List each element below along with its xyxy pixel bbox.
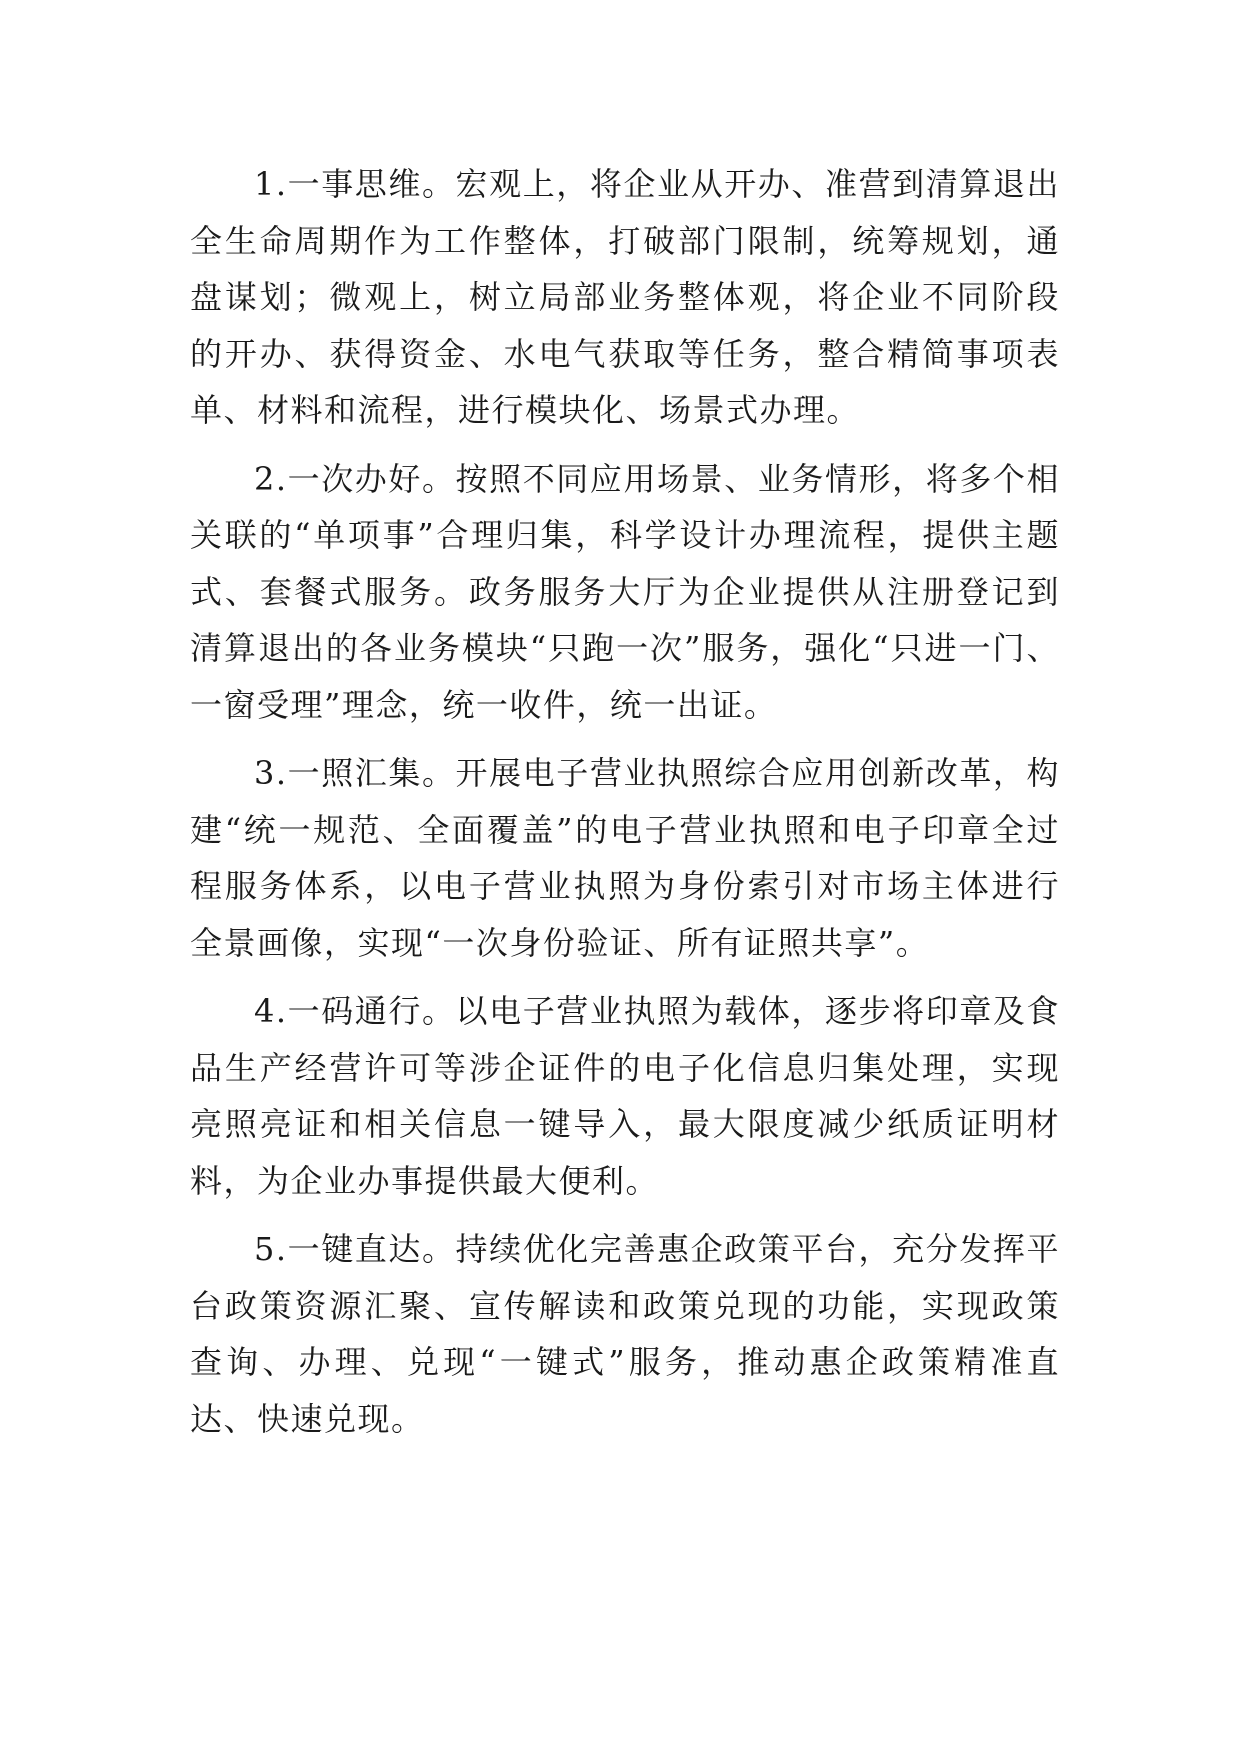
paragraph-one-click-direct: 5.一键直达。持续优化完善惠企政策平台，充分发挥平台政策资源汇聚、宣传解读和政策兑现的功能，实现政策查询、办理、兑现“一键式”服务，推动惠企政策精准直达、快速兑现。 [190, 1230, 1060, 1438]
paragraph-one-code-access: 4.一码通行。以电子营业执照为载体，逐步将印章及食品生产经营许可等涉企证件的电子化信息归集处理，实现亮照亮证和相关信息一键导入，最大限度减少纸质证明材料，为企业办事提供最大便利。 [190, 992, 1060, 1200]
document-body [190, 156, 1060, 1459]
paragraph-one-license-collection: 3.一照汇集。开展电子营业执照综合应用创新改革，构建“统一规范、全面覆盖”的电子营业执照和电子印章全过程服务体系，以电子营业执照为身份索引对市场主体进行全景画像，实现“一次身份验证、所有证照共享”。 [190, 754, 1060, 962]
paragraph-one-time-done: 2.一次办好。按照不同应用场景、业务情形，将多个相关联的“单项事”合理归集，科学设计办理流程，提供主题式、套餐式服务。政务服务大厅为企业提供从注册登记到清算退出的各业务模块“只跑一次”服务，强化“只进一门、一窗受理”理念，统一收件，统一出证。 [190, 459, 1060, 724]
paragraph-one-thing-thinking: 1.一事思维。宏观上，将企业从开办、准营到清算退出全生命周期作为工作整体，打破部门限制，统筹规划，通盘谋划；微观上，树立局部业务整体观，将企业不同阶段的开办、获得资金、水电气获取等任务，整合精简事项表单、材料和流程，进行模块化、场景式办理。 [190, 165, 1060, 429]
